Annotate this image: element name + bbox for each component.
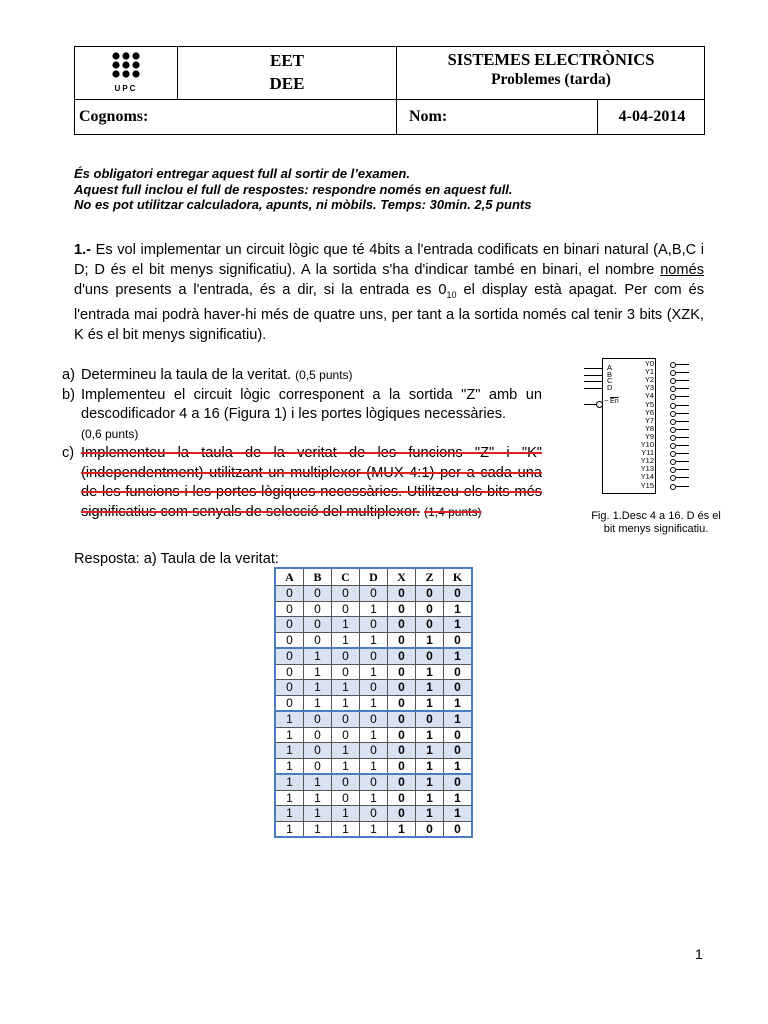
table-row <box>275 774 472 790</box>
table-row <box>275 806 472 822</box>
table-cell: 1 <box>275 758 304 774</box>
truth-table <box>274 567 473 838</box>
table-cell: 0 <box>444 586 473 602</box>
table-cell: 0 <box>388 632 416 648</box>
table-cell: 0 <box>416 821 444 837</box>
table-cell: 0 <box>332 711 360 727</box>
table-cell: 1 <box>444 806 473 822</box>
output-pin-label: Y0 <box>644 359 654 368</box>
output-pin-label: Y14 <box>640 472 654 482</box>
table-cell: 1 <box>360 821 388 837</box>
output-pin-line <box>676 388 689 389</box>
table-cell: 0 <box>416 617 444 633</box>
input-pin-line <box>584 381 602 382</box>
table-cell: 1 <box>360 695 388 711</box>
output-bubble <box>670 435 676 441</box>
table-cell: 1 <box>416 727 444 743</box>
output-bubble <box>670 378 676 384</box>
table-cell: 1 <box>275 743 304 759</box>
table-cell: 0 <box>360 586 388 602</box>
output-pin-label: Y11 <box>641 448 654 458</box>
question-list <box>62 366 542 522</box>
course-subtitle: Problemes (tarda) <box>491 71 611 88</box>
header-table <box>74 46 705 135</box>
question-points: (0,6 punts) <box>81 426 139 441</box>
output-bubble <box>670 386 676 392</box>
output-bubble <box>670 403 676 409</box>
question-text: Determineu la taula de la veritat. <box>81 367 292 383</box>
table-cell: 0 <box>416 648 444 664</box>
table-cell: 0 <box>304 711 332 727</box>
table-cell: 0 <box>388 601 416 617</box>
upc-logo <box>111 52 141 96</box>
upc-logo-dots-icon <box>111 52 141 86</box>
table-cell: 0 <box>388 806 416 822</box>
table-cell: 0 <box>360 743 388 759</box>
table-cell: 0 <box>332 586 360 602</box>
table-cell: 0 <box>360 774 388 790</box>
table-cell: 1 <box>360 664 388 680</box>
output-pin-label: Y8 <box>644 423 654 433</box>
table-cell: 0 <box>332 664 360 680</box>
table-cell: 1 <box>332 758 360 774</box>
output-pin-label: Y4 <box>644 391 654 401</box>
table-cell: 0 <box>304 586 332 602</box>
output-pin-line <box>676 437 689 438</box>
output-pin-line <box>676 372 689 373</box>
table-cell: 1 <box>332 821 360 837</box>
output-pin-line <box>676 469 689 470</box>
table-cell: 1 <box>332 680 360 696</box>
table-cell: 0 <box>332 774 360 790</box>
input-pin-line <box>584 388 602 389</box>
table-cell: 1 <box>444 648 473 664</box>
output-pin-line <box>676 429 689 430</box>
output-pin-line <box>676 445 689 446</box>
table-cell: 0 <box>304 758 332 774</box>
table-cell: 1 <box>444 601 473 617</box>
table-row <box>275 601 472 617</box>
output-pin-line <box>676 477 689 478</box>
column-header: C <box>332 568 360 586</box>
output-pin-label: Y7 <box>644 415 654 425</box>
table-cell: 1 <box>332 806 360 822</box>
table-cell: 0 <box>444 821 473 837</box>
table-cell: 1 <box>416 664 444 680</box>
table-cell: 1 <box>332 743 360 759</box>
table-cell: 1 <box>444 758 473 774</box>
output-bubble <box>670 459 676 465</box>
table-cell: 1 <box>332 632 360 648</box>
input-pin-line <box>584 375 602 376</box>
problem-text: el display està apagat. Per com és l'entrada mai podrà haver-hi més de quatre uns, per tant a la sortida només cal tenir 3 bits (XZK, K és el bit menys significatiu). <box>74 282 705 343</box>
output-pin-line <box>676 405 689 406</box>
table-cell: 0 <box>360 617 388 633</box>
output-pin-line <box>676 413 689 414</box>
output-pin-label: Y15 <box>640 480 654 490</box>
problem-number: 1.- <box>74 242 92 258</box>
table-cell: 0 <box>444 680 473 696</box>
table-cell: 0 <box>360 806 388 822</box>
output-pin-line <box>676 486 689 487</box>
answer-label: Resposta: a) Taula de la veritat: <box>74 551 279 567</box>
table-row <box>275 727 472 743</box>
output-pin-label: Y6 <box>644 407 654 417</box>
dept-line-2: DEE <box>269 74 305 93</box>
output-pin-line <box>676 396 689 397</box>
table-cell: 1 <box>444 711 473 727</box>
table-cell: 1 <box>416 743 444 759</box>
table-cell: 1 <box>304 648 332 664</box>
table-cell: 0 <box>275 617 304 633</box>
table-cell: 1 <box>388 821 416 837</box>
question-label: b) <box>62 386 75 403</box>
table-row <box>275 790 472 806</box>
output-bubble <box>670 484 676 490</box>
table-cell: 0 <box>444 774 473 790</box>
output-bubble <box>670 427 676 433</box>
table-cell: 1 <box>275 806 304 822</box>
output-pin-label: Y9 <box>644 431 654 441</box>
truth-table-header <box>275 568 472 586</box>
question-points: (0,5 punts) <box>295 368 353 382</box>
table-cell: 0 <box>388 711 416 727</box>
table-cell: 0 <box>275 664 304 680</box>
table-cell: 0 <box>388 664 416 680</box>
table-cell: 0 <box>416 711 444 727</box>
table-cell: 0 <box>304 632 332 648</box>
input-pin-label: B <box>607 369 613 379</box>
problem-text-subscript: 10 <box>446 289 457 300</box>
table-cell: 0 <box>416 601 444 617</box>
output-bubble <box>670 370 676 376</box>
table-cell: 0 <box>275 648 304 664</box>
question-label: a) <box>62 367 75 383</box>
table-cell: 1 <box>332 695 360 711</box>
table-cell: 0 <box>388 586 416 602</box>
output-pin-line <box>676 453 689 454</box>
table-cell: 0 <box>388 648 416 664</box>
column-header: A <box>275 568 304 586</box>
table-cell: 1 <box>416 695 444 711</box>
enable-label: $\overline{En}$ <box>610 398 619 405</box>
table-cell: 0 <box>332 790 360 806</box>
table-cell: 1 <box>416 680 444 696</box>
table-cell: 0 <box>416 586 444 602</box>
question-text: Implementeu el circuit lògic corresponent a la sortida "Z" amb un descodificador 4 a 16 (Figura 1) i les portes lògiques necessàries. <box>81 386 542 422</box>
input-pin-label: C <box>607 376 613 385</box>
output-bubble <box>670 411 676 417</box>
table-row <box>275 632 472 648</box>
table-cell: 0 <box>388 774 416 790</box>
dept-line-1: EET <box>269 51 305 70</box>
table-cell: 0 <box>275 601 304 617</box>
table-cell: 1 <box>304 680 332 696</box>
instruction-line: Aquest full inclou el full de respostes: respondre només en aquest full. <box>74 181 513 197</box>
output-pin-label: Y13 <box>640 464 654 474</box>
question-label: c) <box>62 445 75 461</box>
column-header: B <box>304 568 332 586</box>
table-cell: 1 <box>304 806 332 822</box>
table-cell: 1 <box>360 790 388 806</box>
output-pin-line <box>676 421 689 422</box>
question-text-struck: Implementeu la taula de la veritat de les funcions "Z" i "K" (independentment) utilitzant un multiplexor (MUX 4:1) per a cada una de les funcions i les portes lògiques necessàries. Utilitzeu els bits més significatius com senyals de selecció del multiplexor. <box>81 445 542 520</box>
table-cell: 0 <box>388 743 416 759</box>
problem-text-underlined: només <box>660 262 704 278</box>
table-cell: 1 <box>304 821 332 837</box>
output-pin-label: Y12 <box>640 456 654 466</box>
table-cell: 1 <box>304 790 332 806</box>
question-c <box>62 444 542 522</box>
table-cell: 1 <box>304 664 332 680</box>
table-row <box>275 648 472 664</box>
output-pin-line <box>676 364 689 365</box>
table-cell: 0 <box>332 601 360 617</box>
instruction-line: No es pot utilitzar calculadora, apunts, ni mòbils. Temps: 30min. 2,5 punts <box>74 197 532 212</box>
output-bubble <box>670 451 676 457</box>
table-row <box>275 821 472 837</box>
question-a <box>62 366 542 386</box>
table-row <box>275 664 472 680</box>
surname-label: Cognoms: <box>79 108 149 125</box>
table-cell: 0 <box>388 758 416 774</box>
table-cell: 0 <box>388 790 416 806</box>
course-title: SISTEMES ELECTRÒNICS <box>447 50 655 69</box>
output-pin-line <box>676 461 689 462</box>
instructions <box>74 166 532 213</box>
table-row <box>275 711 472 727</box>
page-number: 1 <box>695 946 703 962</box>
table-row <box>275 617 472 633</box>
column-header: D <box>360 568 388 586</box>
table-cell: 0 <box>332 727 360 743</box>
table-cell: 0 <box>304 743 332 759</box>
table-cell: 1 <box>332 617 360 633</box>
table-cell: 0 <box>444 743 473 759</box>
question-b <box>62 386 542 445</box>
table-cell: 0 <box>444 632 473 648</box>
question-points-struck: (1,4 punts) <box>424 504 482 519</box>
table-cell: 1 <box>416 758 444 774</box>
output-pin-label: Y2 <box>644 375 654 385</box>
table-cell: 0 <box>444 727 473 743</box>
table-cell: 0 <box>360 711 388 727</box>
table-cell: 1 <box>304 695 332 711</box>
output-bubble <box>670 419 676 425</box>
table-cell: 0 <box>360 680 388 696</box>
table-cell: 0 <box>360 648 388 664</box>
output-pin-line <box>676 380 689 381</box>
table-cell: 1 <box>360 727 388 743</box>
table-row <box>275 758 472 774</box>
enable-prefix: ~ <box>604 398 609 405</box>
table-cell: 1 <box>304 774 332 790</box>
table-cell: 1 <box>360 758 388 774</box>
table-cell: 1 <box>416 806 444 822</box>
exam-date: 4-04-2014 <box>618 108 686 125</box>
problem-text: d'uns presents a l'entrada, és a dir, si la entrada es 0 <box>74 282 447 298</box>
table-cell: 1 <box>416 774 444 790</box>
table-cell: 1 <box>275 727 304 743</box>
output-bubble <box>670 475 676 481</box>
column-header: Z <box>416 568 444 586</box>
output-pin-label: Y5 <box>644 399 654 409</box>
table-cell: 1 <box>444 695 473 711</box>
input-pin-line <box>584 368 602 369</box>
instruction-line: És obligatori entregar aquest full al sortir de l’examen. <box>74 166 410 181</box>
input-pin-label: D <box>607 382 613 392</box>
table-cell: 1 <box>444 617 473 633</box>
output-pin-label: Y1 <box>644 367 654 377</box>
enable-bubble <box>596 401 603 408</box>
table-cell: 1 <box>275 790 304 806</box>
table-cell: 0 <box>388 680 416 696</box>
column-header: X <box>388 568 416 586</box>
figure-caption: Fig. 1.Desc 4 a 16. D és el bit menys significatiu. <box>591 510 721 535</box>
output-pin-label: Y10 <box>640 440 654 449</box>
table-row <box>275 695 472 711</box>
table-cell: 0 <box>304 601 332 617</box>
upc-logo-text: UPC <box>114 84 138 93</box>
table-cell: 0 <box>275 680 304 696</box>
table-row <box>275 743 472 759</box>
table-cell: 0 <box>332 648 360 664</box>
table-cell: 0 <box>275 632 304 648</box>
output-pin-label: Y3 <box>644 383 654 393</box>
output-bubble <box>670 362 676 368</box>
table-cell: 1 <box>275 821 304 837</box>
column-header: K <box>444 568 473 586</box>
table-row <box>275 586 472 602</box>
table-cell: 0 <box>275 695 304 711</box>
problem-statement <box>74 240 704 345</box>
table-cell: 1 <box>416 632 444 648</box>
table-cell: 0 <box>304 727 332 743</box>
output-bubble <box>670 394 676 400</box>
table-cell: 0 <box>275 586 304 602</box>
table-cell: 0 <box>388 727 416 743</box>
table-cell: 1 <box>275 711 304 727</box>
table-cell: 1 <box>416 790 444 806</box>
output-bubble <box>670 443 676 449</box>
table-cell: 1 <box>444 790 473 806</box>
decoder-figure <box>584 358 696 498</box>
table-cell: 1 <box>360 632 388 648</box>
output-bubble <box>670 467 676 473</box>
table-cell: 1 <box>275 774 304 790</box>
table-row <box>275 680 472 696</box>
table-cell: 1 <box>360 601 388 617</box>
problem-text: Es vol implementar un circuit lògic que té 4bits a l'entrada codificats en binari natural (A,B,C i D; D és el bit menys significatiu). A la sortida s'ha d'indicar també en binari, el nombre <box>74 242 704 278</box>
table-cell: 0 <box>444 664 473 680</box>
table-cell: 0 <box>388 695 416 711</box>
table-cell: 0 <box>388 617 416 633</box>
name-label: Nom: <box>409 108 448 125</box>
input-pin-label: A <box>607 363 613 372</box>
table-cell: 0 <box>304 617 332 633</box>
